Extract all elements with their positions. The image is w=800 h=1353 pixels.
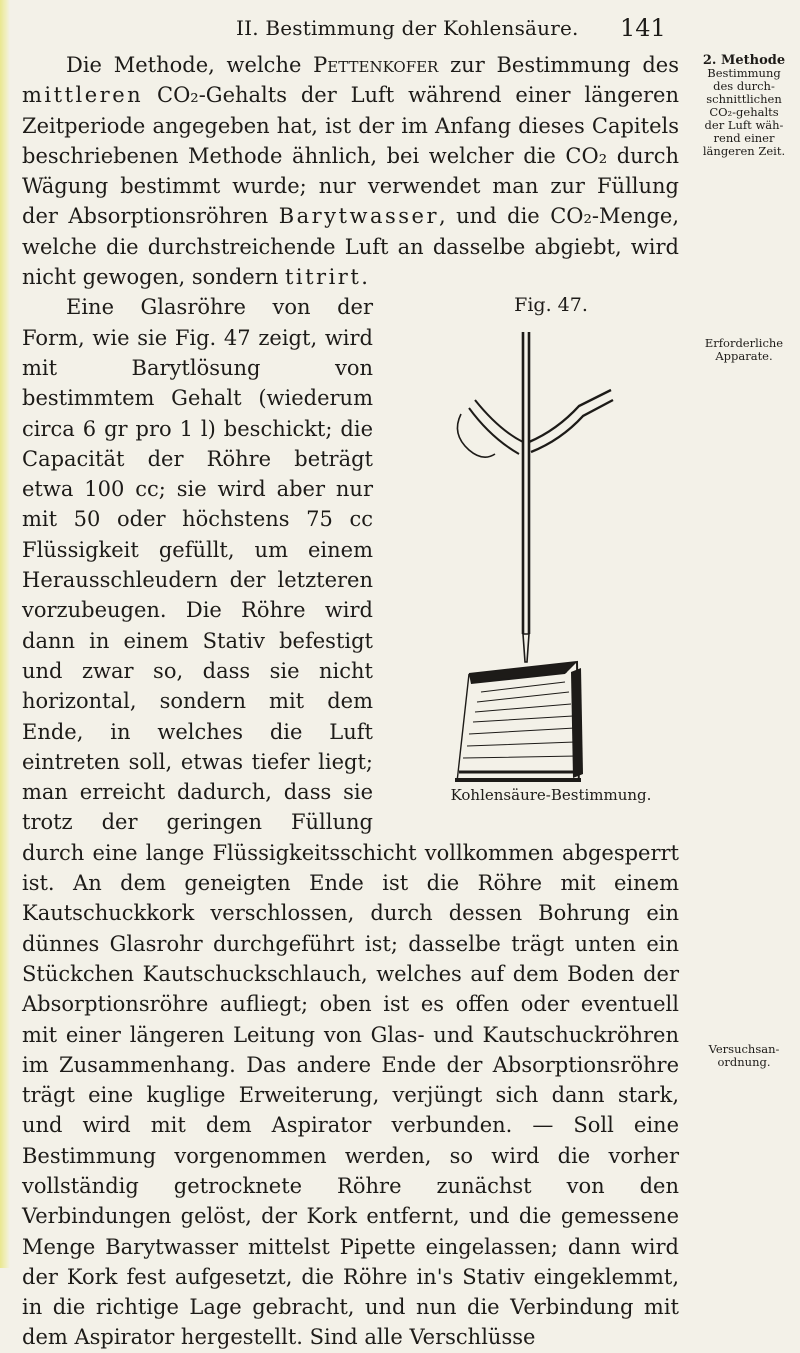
paragraph-method <box>22 50 679 292</box>
text-run: CO₂-Gehalts der Luft während einer längeren Zeitperiode angegeben hat, ist der im Anfang dieses Capitels beschriebenen Methode ähnlich, bei welcher die CO₂ durch Wägung bestimmt wurde; nur verwendet man zur Füllung der Absorptionsröhren <box>22 83 679 229</box>
text-run: zur Bestimmung des <box>438 53 679 77</box>
margin-line: Erforderliche <box>704 336 784 350</box>
paragraph-apparatus <box>22 292 679 1352</box>
page-number: 141 <box>620 14 666 42</box>
author-name: Pettenkofer <box>313 53 439 77</box>
body-text <box>22 50 679 1353</box>
running-header <box>0 14 800 44</box>
margin-line: des durch- <box>713 79 775 93</box>
margin-line: CO₂-gehalts <box>709 105 779 119</box>
margin-line: der Luft wäh- <box>704 118 784 132</box>
margin-line: ordnung. <box>717 1055 771 1069</box>
margin-note-procedure <box>690 1043 798 1069</box>
margin-line: 2. Methode <box>702 53 786 68</box>
absorption-tube-drawing <box>439 322 619 782</box>
margin-line: längeren Zeit. <box>702 144 786 158</box>
figure-47 <box>379 294 679 814</box>
margin-line: rend einer <box>713 131 775 145</box>
text-run: Die Methode, welche <box>66 53 314 77</box>
margin-line: Bestimmung <box>707 66 781 80</box>
margin-line: Apparate. <box>715 349 773 363</box>
margin-line: Versuchsan- <box>708 1042 780 1056</box>
emphasis-mittleren: mittleren <box>22 83 144 108</box>
text-run: Eine Glasröhre von der Form, wie sie Fig. 47 zeigt, wird mit Barytlösung von bestimmtem Gehalt (wiederum circa 6 gr pro 1 l) beschickt; die Capacität der Röhre beträgt etwa 100 cc; sie wird aber nur mit 50 oder höchstens 75 cc Flüssigkeit gefüllt, um einem Herausschleudern der letzteren vorzubeugen. Die Röhre wird dann in einem Stativ befestigt und zwar so, dass sie nicht horizontal, sondern mit dem Ende, in welches die Luft eintreten soll, etwas tiefer liegt; man erreicht dadurch, dass sie trotz der geringen Füllung durch eine lange Flüssigkeitsschicht vollkommen abgesperrt ist. An dem geneigten Ende ist die Röhre mit einem Kautschuckkork verschlossen, durch dessen Bohrung ein dünnes Glasrohr durchgeführt ist; dasselbe trägt unten ein Stückchen Kautschuckschlauch, welches auf dem Boden der Absorptionsröhre aufliegt; oben ist es offen oder eventuell mit einer längeren Leitung von Glas- und Kautschuckröhren im Zusammenhang. Das andere Ende der Absorptionsröhre trägt eine kuglige Erweiterung, verjüngt sich dann stark, und wird mit dem Aspirator verbunden. — Soll eine Bestimmung vorgenommen werden, so wird die vorher vollständig getrocknete Röhre zunächst von den Verbindungen gelöst, der Kork entfernt, und die gemessene Menge Barytwasser mittelst Pipette eingelassen; dann wird der Kork fest aufgesetzt, die Röhre in's Stativ eingeklemmt, in die richtige Lage gebracht, und nun die Verbindung mit dem Aspirator hergestellt. Sind alle Verschlüsse <box>22 295 679 1350</box>
page-edge <box>0 0 10 1268</box>
emphasis-barytwasser: Barytwasser <box>278 204 439 229</box>
margin-note-method <box>690 54 798 158</box>
emphasis-titrirt: titrirt <box>284 265 362 290</box>
header-title: II. Bestimmung der Kohlensäure. <box>236 16 579 40</box>
figure-number: Fig. 47. <box>514 294 588 317</box>
margin-note-apparatus <box>690 337 798 363</box>
text-run: , und die CO₂-Menge, welche die durchstreichende Luft an dasselbe abgiebt, wird nicht gewogen, sondern <box>22 204 679 290</box>
text-run: . <box>361 265 368 290</box>
margin-line: schnittlichen <box>706 92 782 106</box>
figure-caption: Kohlensäure-Bestimmung. <box>450 786 652 805</box>
